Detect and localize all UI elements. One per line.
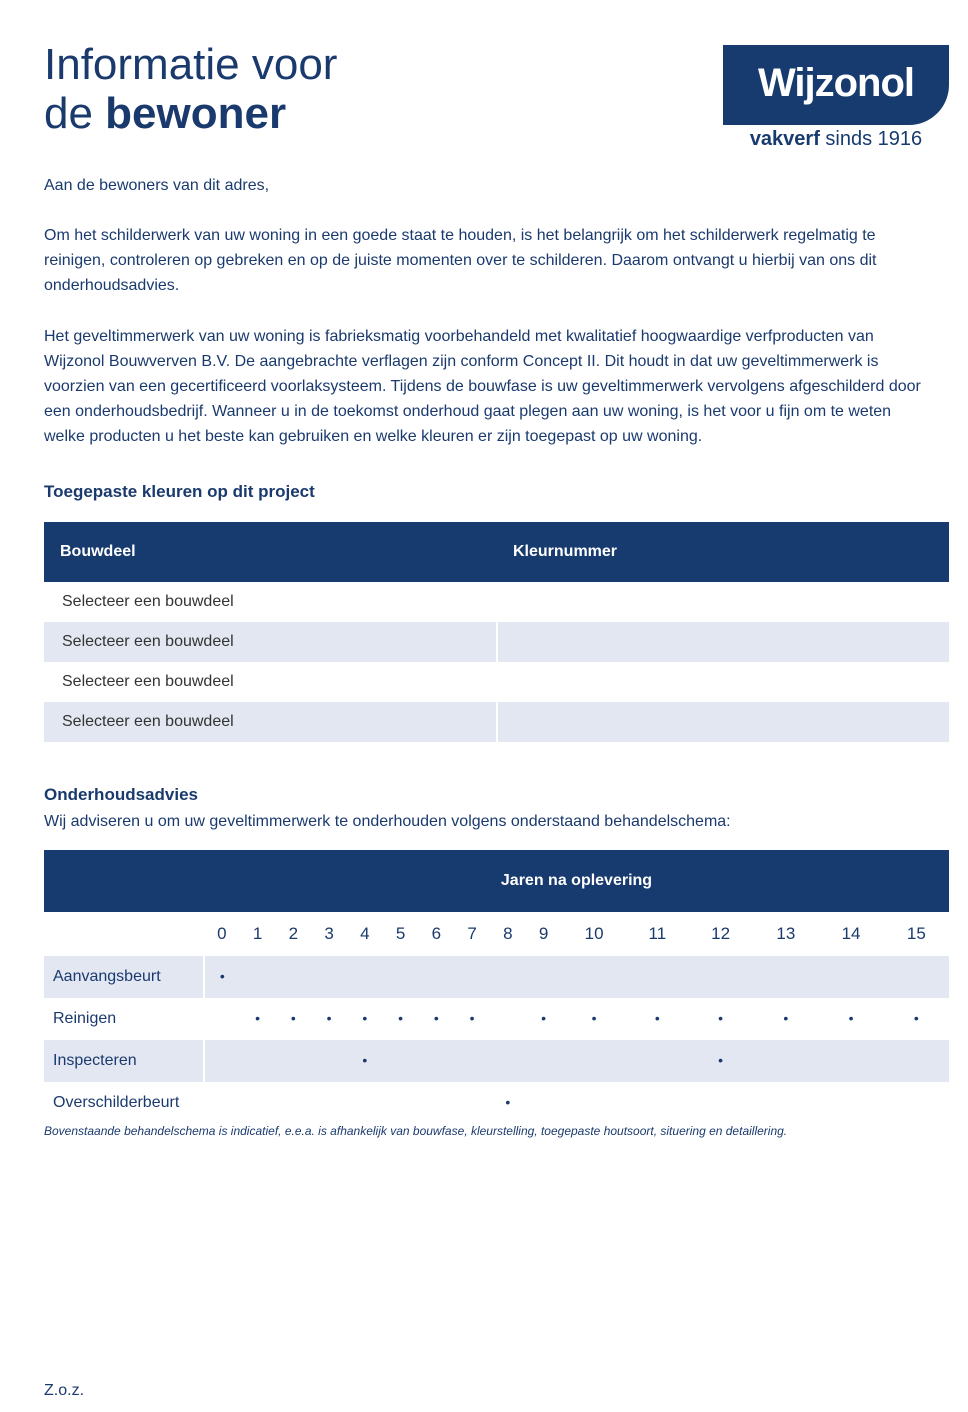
- bouwdeel-select[interactable]: Selecteer een bouwdeel: [62, 593, 234, 610]
- schedule-cell: [240, 1040, 276, 1082]
- schedule-cell: [454, 1082, 490, 1124]
- schedule-cell: [276, 956, 312, 998]
- schedule-cell: [688, 1082, 753, 1124]
- schedule-cell: [347, 1040, 383, 1082]
- title-line-2-regular: de: [44, 89, 106, 138]
- year-label: 2: [288, 924, 299, 943]
- year-label: 7: [467, 924, 477, 943]
- colors-row: [44, 702, 949, 742]
- schedule-cell: [818, 1040, 883, 1082]
- schedule-cell: [240, 1082, 276, 1124]
- year-label: 0: [217, 924, 227, 943]
- treatment-dot: •: [591, 1010, 597, 1026]
- bouwdeel-select[interactable]: Selecteer een bouwdeel: [44, 622, 497, 662]
- schedule-cell: [562, 1040, 627, 1082]
- col-kleurnummer: Kleurnummer: [497, 522, 949, 582]
- schedule-cell: [753, 998, 818, 1040]
- colors-table: [44, 522, 949, 742]
- treatment-dot: •: [362, 1052, 368, 1068]
- col-bouwdeel: Bouwdeel: [44, 522, 497, 582]
- schedule-cell: [454, 1040, 490, 1082]
- schedule-cell: [311, 1082, 347, 1124]
- year-label: 4: [360, 924, 370, 943]
- tagline-bold: vakverf: [749, 128, 820, 150]
- kleurnummer-field[interactable]: [497, 702, 949, 742]
- intro-paragraph-2: Het geveltimmerwerk van uw woning is fabrieksmatig voorbehandeld met kwalitatief hoogwaardige verfproducten van Wijzonol Bouwverven B.V. De aangebrachte verflagen zijn conform Concept II. Dit houdt in dat uw geveltimmerwerk is voorzien van een gecertificeerd voorlaksysteem. Tijdens de bouwfase is uw geveltimmerwerk vervolgens afgeschilderd door een onderhoudsbedrijf. Wanneer u in de toekomst onderhoud gaat plegen aan uw woning, is het voor u fijn om te weten welke producten u het beste kan gebruiken en welke kleuren er zijn toegepast op uw woning.: [44, 328, 921, 445]
- schedule-cell: [753, 1040, 818, 1082]
- treatment-dot: •: [398, 1010, 404, 1026]
- year-label: 14: [841, 924, 861, 943]
- treatment-dot: •: [654, 1010, 660, 1026]
- schedule-cell: [627, 1040, 688, 1082]
- schedule-cell: [818, 998, 883, 1040]
- year-label: 6: [431, 924, 442, 943]
- schedule-cell: [311, 1040, 347, 1082]
- schedule-cell: [884, 956, 949, 998]
- years-row-label: [44, 912, 204, 956]
- schedule-cell: [240, 998, 276, 1040]
- schedule-cell: [419, 956, 455, 998]
- treatment-dot: •: [362, 1010, 368, 1026]
- schedule-cell: [490, 956, 526, 998]
- schedule-cell: [490, 1082, 526, 1124]
- treatment-label: Reinigen: [53, 1010, 117, 1027]
- schedule-cell: [276, 1082, 312, 1124]
- treatment-label: Aanvangsbeurt: [44, 956, 204, 998]
- schedule-cell: [347, 998, 383, 1040]
- kleurnummer-field[interactable]: [497, 622, 949, 662]
- tagline-rest: sinds 1916: [819, 128, 923, 150]
- colors-header-row: [44, 522, 949, 582]
- schedule-cell: [454, 956, 490, 998]
- treatment-dot: •: [255, 1010, 261, 1026]
- colors-row: [44, 662, 949, 702]
- treatment-label: Overschilderbeurt: [53, 1094, 180, 1111]
- schedule-note: Bovenstaande behandelschema is indicatief, e.e.a. is afhankelijk van bouwfase, kleurstelling, toegepaste houtsoort, situering en detaillering.: [44, 1124, 788, 1138]
- page-turn-note: Z.o.z.: [44, 1382, 85, 1399]
- year-label: 5: [395, 924, 406, 943]
- schedule-cell: [383, 1082, 419, 1124]
- schedule-row: [44, 998, 949, 1040]
- logo-tagline: [723, 128, 949, 151]
- schedule-cell: [383, 1040, 419, 1082]
- schedule-cell: [526, 1082, 562, 1124]
- schedule-cell: [240, 956, 276, 998]
- schedule-cell: [562, 998, 627, 1040]
- schedule-cell: [526, 998, 562, 1040]
- treatment-dot: •: [326, 1010, 332, 1026]
- schedule-cell: [419, 1082, 455, 1124]
- schedule-cell: [276, 998, 312, 1040]
- schedule-cell: [311, 956, 347, 998]
- colors-heading: Toegepaste kleuren op dit project: [44, 482, 315, 501]
- schedule-row: [44, 1082, 949, 1124]
- treatment-dot: •: [541, 1010, 547, 1026]
- colors-row: [44, 622, 949, 662]
- intro-paragraph-1: Om het schilderwerk van uw woning in een goede staat te houden, is het belangrijk om het schilderwerk regelmatig te reinigen, controleren op gebreken en op de juiste momenten over te schilderen. Daarom ontvangt u hierbij van ons dit onderhoudsadvies.: [44, 227, 877, 294]
- schedule-cell: [688, 956, 753, 998]
- greeting: Aan de bewoners van dit adres,: [44, 177, 270, 194]
- year-label: 15: [906, 924, 926, 943]
- treatment-dot: •: [783, 1010, 789, 1026]
- logo-wordmark: Wijzonol: [757, 61, 915, 105]
- schedule-cell: [383, 998, 419, 1040]
- year-label: 13: [776, 924, 796, 943]
- schedule-cell: [562, 956, 627, 998]
- year-label: 1: [252, 924, 263, 943]
- schedule-cell: [204, 1040, 240, 1082]
- colors-row: [44, 582, 949, 622]
- schedule-header: Jaren na oplevering: [204, 850, 949, 912]
- schedule-cell: [753, 1082, 818, 1124]
- schedule-table: [44, 850, 949, 1124]
- schedule-cell: [419, 1040, 455, 1082]
- schedule-cell: [490, 1040, 526, 1082]
- year-label: 12: [711, 924, 731, 943]
- schedule-cell: [884, 1040, 949, 1082]
- schedule-cell: [627, 998, 688, 1040]
- bouwdeel-select[interactable]: Selecteer een bouwdeel: [62, 673, 234, 690]
- schedule-cell: [204, 998, 240, 1040]
- title-line-2-bold: bewoner: [105, 89, 287, 138]
- schedule-corner: [44, 850, 204, 912]
- maintenance-subtext: Wij adviseren u om uw geveltimmerwerk te onderhouden volgens onderstaand behandelschema:: [44, 813, 731, 830]
- schedule-cell: [419, 998, 455, 1040]
- page-title: [44, 40, 337, 138]
- maintenance-heading: Onderhoudsadvies: [44, 785, 198, 804]
- schedule-cell: [627, 956, 688, 998]
- treatment-dot: •: [290, 1010, 296, 1026]
- treatment-dot: •: [718, 1052, 724, 1068]
- year-label: 11: [648, 924, 667, 943]
- schedule-cell: [276, 1040, 312, 1082]
- schedule-cell: [490, 998, 526, 1040]
- treatment-label: Inspecteren: [44, 1040, 204, 1082]
- year-label: 8: [503, 924, 513, 943]
- treatment-dot: •: [469, 1010, 475, 1026]
- schedule-cell: [688, 1040, 753, 1082]
- kleurnummer-field[interactable]: [497, 582, 949, 622]
- schedule-cell: [753, 956, 818, 998]
- schedule-cell: [562, 1082, 627, 1124]
- kleurnummer-field[interactable]: [497, 662, 949, 702]
- schedule-cell: [204, 956, 240, 998]
- bouwdeel-select[interactable]: Selecteer een bouwdeel: [44, 702, 497, 742]
- schedule-cell: [383, 956, 419, 998]
- schedule-cell: [884, 998, 949, 1040]
- schedule-cell: [347, 1082, 383, 1124]
- title-line-1: Informatie voor: [44, 40, 338, 89]
- schedule-cell: [311, 998, 347, 1040]
- treatment-dot: •: [718, 1010, 724, 1026]
- treatment-dot: •: [848, 1010, 854, 1026]
- treatment-dot: •: [505, 1094, 511, 1110]
- schedule-cell: [526, 956, 562, 998]
- years-row: [44, 912, 949, 956]
- schedule-cell: [688, 998, 753, 1040]
- schedule-cell: [627, 1082, 688, 1124]
- schedule-cell: [818, 956, 883, 998]
- schedule-row: [44, 1040, 949, 1082]
- treatment-dot: •: [219, 968, 225, 984]
- schedule-cell: [526, 1040, 562, 1082]
- treatment-dot: •: [433, 1010, 439, 1026]
- year-label: 3: [324, 924, 334, 943]
- schedule-row: [44, 956, 949, 998]
- schedule-cell: [454, 998, 490, 1040]
- treatment-dot: •: [913, 1010, 919, 1026]
- wijzonol-logo: [723, 45, 949, 125]
- schedule-cell: [347, 956, 383, 998]
- schedule-cell: [204, 1082, 240, 1124]
- schedule-cell: [818, 1082, 883, 1124]
- schedule-cell: [884, 1082, 949, 1124]
- schedule-header-row: [44, 850, 949, 912]
- year-label: 9: [538, 924, 549, 943]
- year-label: 10: [584, 924, 604, 943]
